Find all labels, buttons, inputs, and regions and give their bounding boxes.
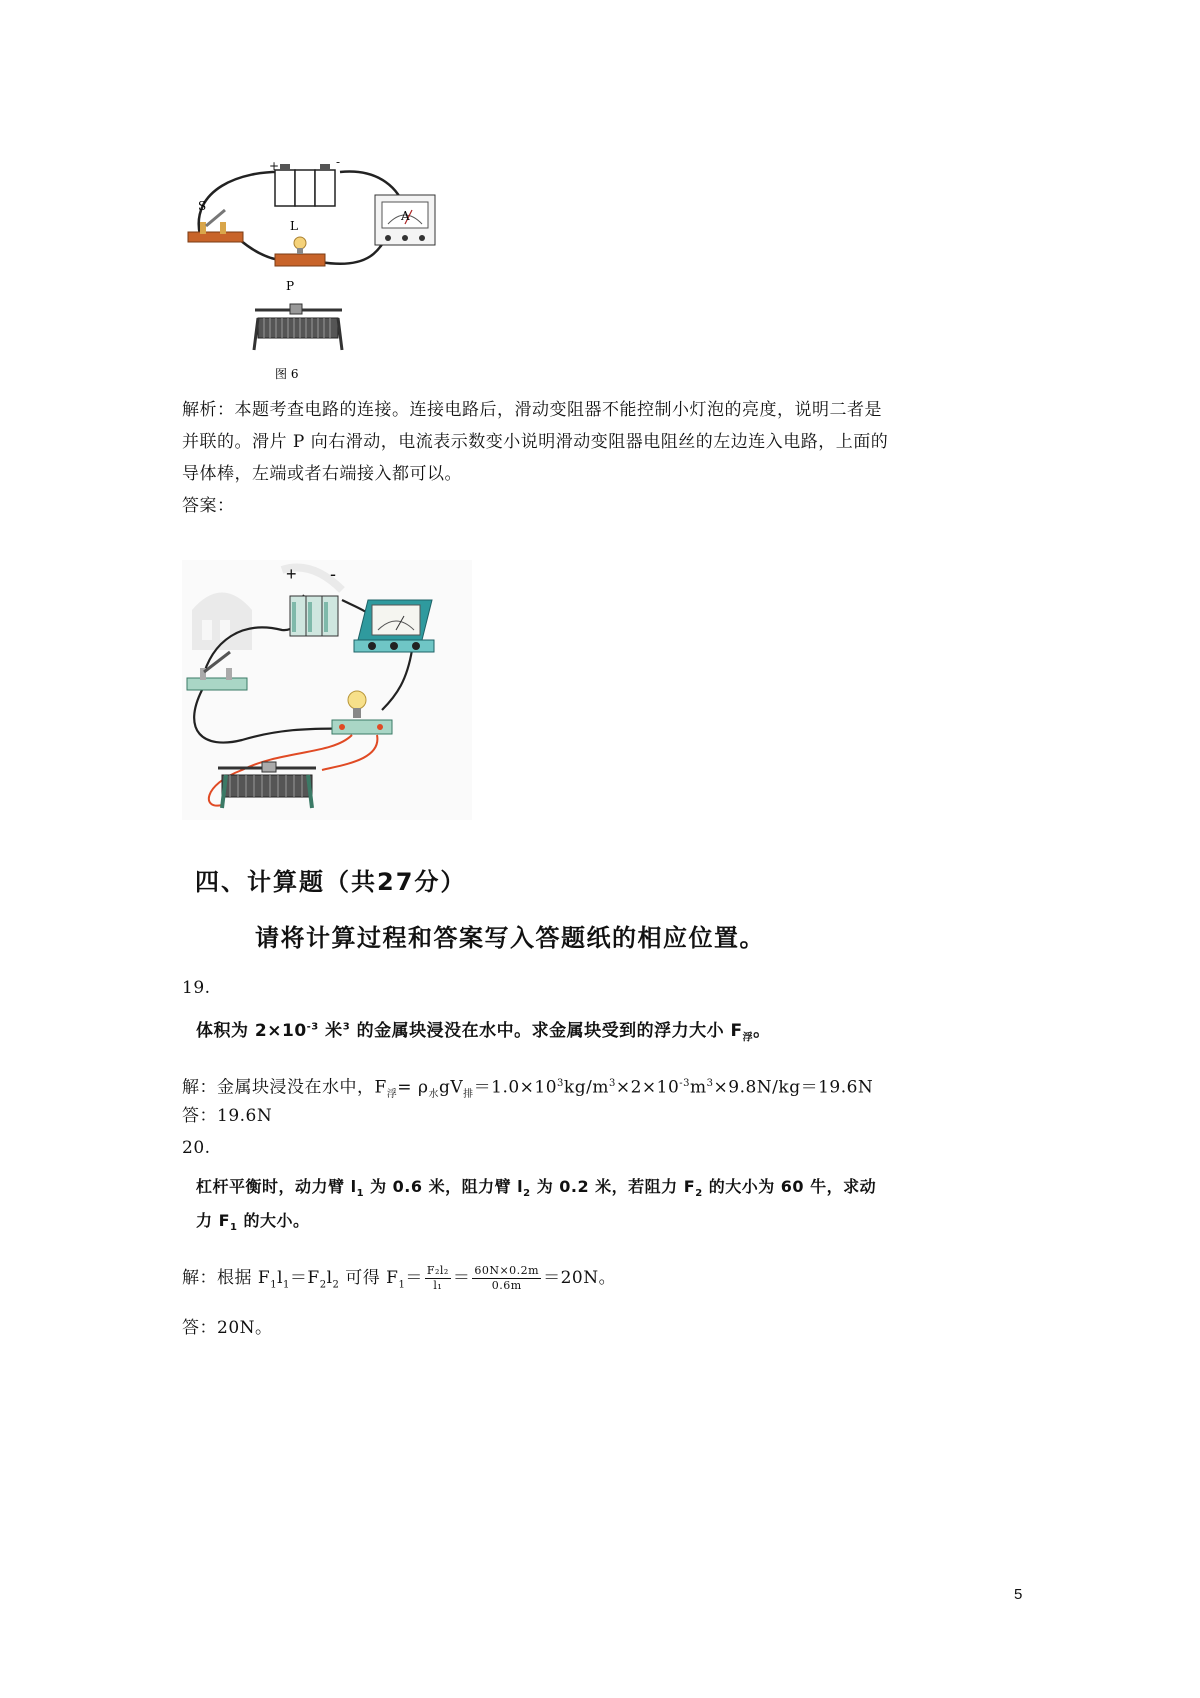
page-number: 5 bbox=[1014, 1586, 1023, 1603]
q20-answer: 答：20N。 bbox=[182, 1318, 273, 1338]
rheostat-icon bbox=[254, 304, 342, 350]
ammeter-icon bbox=[354, 600, 434, 652]
section-4-instruction: 请将计算过程和答案写入答题纸的相应位置。 bbox=[255, 924, 765, 952]
q20-solution: 解：根据 $F_1l_1=F_2l_2$ 可得 $F_1=$ $\frac{\text{F₂l₂}}{\text{l₁}}$ ＝ $\frac{60N\times 0.2m}{0.6m}$ ＝20N。 bbox=[182, 1264, 617, 1292]
q20-number: 20. bbox=[182, 1138, 211, 1158]
q19-solution: 解：金属块浸没在水中，$F_浮= \rho_水gV_排=1.0\times 10^3kg/m^3\times 2\times 10^{-3}m^3\times 9.8N/kg=19.6N$ bbox=[182, 1077, 874, 1101]
switch-icon bbox=[188, 210, 243, 242]
section-4-title: 四、计算题（共27分） bbox=[195, 868, 467, 896]
svg-text:-: - bbox=[336, 155, 341, 169]
fraction-values: $\frac{60N\times 0.2m}{0.6m}$ bbox=[474, 1264, 540, 1292]
analysis-line-3: 导体棒，左端或者右端接入都可以。 bbox=[182, 464, 462, 484]
figure-6-caption: 图 6 bbox=[275, 367, 299, 381]
light-bulb-icon bbox=[275, 237, 325, 266]
analysis-block bbox=[182, 394, 1042, 522]
battery-minus: - bbox=[330, 564, 336, 584]
label-a: A bbox=[401, 209, 410, 223]
q19-answer: 答：19.6N bbox=[182, 1106, 273, 1126]
answer-figure-circuit bbox=[182, 560, 472, 820]
battery-icon bbox=[290, 596, 338, 636]
analysis-line-2: 并联的。滑片 P 向右滑动，电流表示数变小说明滑动变阻器电阻丝的左边连入电路，上面的 bbox=[182, 432, 889, 452]
answer-label: 答案： bbox=[182, 496, 235, 516]
q19-number: 19. bbox=[182, 978, 211, 998]
analysis-line-1: 解析：本题考查电路的连接。连接电路后，滑动变阻器不能控制小灯泡的亮度，说明二者是 bbox=[182, 400, 882, 420]
label-l: L bbox=[290, 219, 298, 233]
label-s: S bbox=[198, 199, 207, 213]
figure-6-circuit bbox=[180, 150, 460, 420]
battery-icon bbox=[275, 164, 335, 206]
fraction-formula: $\frac{\text{F₂l₂}}{\text{l₁}}$ bbox=[426, 1264, 449, 1292]
q20-question-line-2: 力 $F_1$ 的大小。 bbox=[196, 1211, 310, 1234]
q20-question-line-1: 杠杆平衡时，动力臂 $l_1$ 为 0.6 米，阻力臂 $l_2$ 为 0.2 米，若阻力 $F_2$ 的大小为 60 牛，求动 bbox=[196, 1177, 877, 1200]
svg-text:+: + bbox=[269, 159, 280, 173]
battery-plus: + bbox=[286, 564, 297, 584]
q19-question: 体积为 $2\times 10^{-3}$ 米$^3$ 的金属块浸没在水中。求金属块受到的浮力大小 $F_浮$。 bbox=[196, 1021, 771, 1044]
label-p: P bbox=[286, 279, 295, 293]
